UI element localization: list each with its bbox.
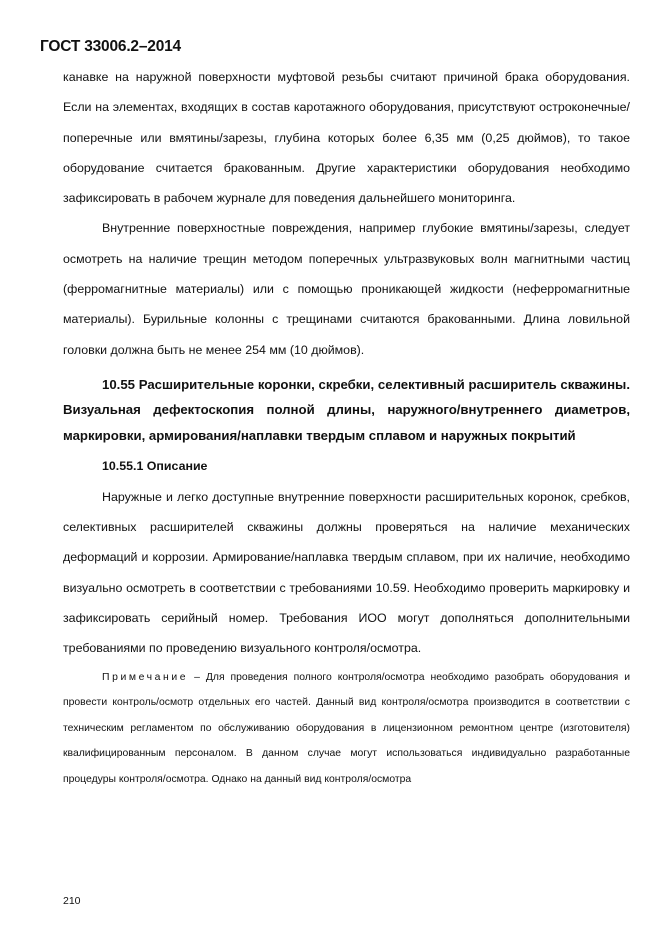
section-heading: 10.55 Расширительные коронки, скребки, селективный расширитель скважины. Визуальная дефектоскопия полной длины, наружного/внутреннего диаметров, маркировки, армирования/наплавки твердым сплавом и наружных покрытий: [63, 376, 630, 443]
document-body: [63, 62, 630, 793]
subsection-heading: 10.55.1 Описание: [102, 459, 208, 474]
note-label: Примечание: [102, 671, 189, 683]
paragraph-internal-damage: Внутренние поверхностные повреждения, например глубокие вмятины/зарезы, следует осмотреть на наличие трещин методом поперечных ультразвуковых волн магнитными частиц (ферромагнитные материалы) или с помощью проникающей жидкости (неферромагнитные материалы). Бурильные колонны с трещинами считаются бракованными. Длина ловильной головки должна быть не менее 254 мм (10 дюймов).: [63, 221, 630, 357]
note-paragraph: [63, 665, 630, 793]
note-text: – Для проведения полного контроля/осмотра необходимо разобрать оборудования и провести контроль/осмотр отдельных его частей. Данный вид контроля/осмотра производится в соответствии с техническим регламентом по обслуживанию оборудования в лицензионном ремонтном центре (изготовителя) квалифицированным персоналом. В данном случае могут использоваться индивидуально разработанные процедуры контроля/осмотра. Однако на данный вид контроля/осмотра: [63, 671, 630, 785]
paragraph-description: Наружные и легко доступные внутренние поверхности расширительных коронок, сребков, селективных расширителей скважины должны проверяться на наличие механических деформаций и коррозии. Армирование/наплавка твердым сплавом, при их наличие, необходимо визуально осмотреть в соответствии с требованиями 10.59. Необходимо проверить маркировку и зафиксировать серийный номер. Требования ИОО могут дополняться дополнительными требованиями по проведению визуального контроля/осмотра.: [63, 489, 630, 656]
paragraph-continuation: канавке на наружной поверхности муфтовой резьбы считают причиной брака оборудования. Если на элементах, входящих в состав каротажного оборудования, присутствуют остроконечные/поперечные или вмятины/зарезы, глубина которых более 6,35 мм (0,25 дюймов), то такое оборудование считается бракованным. Другие характеристики оборудования необходимо зафиксировать в рабочем журнале для поведения дальнейшего мониторинга.: [63, 70, 630, 206]
document-header: ГОСТ 33006.2–2014: [40, 38, 181, 55]
page-number: 210: [63, 895, 81, 907]
